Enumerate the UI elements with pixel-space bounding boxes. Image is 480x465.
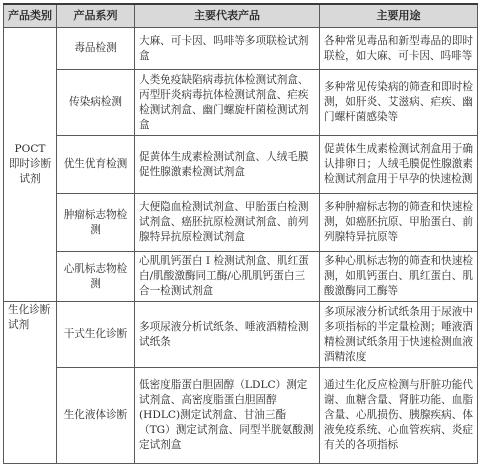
series-cell: 干式生化诊断 bbox=[57, 302, 135, 368]
products-cell: 低密度脂蛋白胆固醇（LDLC）测定试剂盒、高密度脂蛋白胆固醇(HDLC)测定试剂盒、甘油三酯（TG）测定试剂盒、同型半胱氨酸测定试剂盒 bbox=[135, 368, 320, 464]
products-cell: 大便隐血检测试剂盒、甲胎蛋白检测试剂盒、癌胚抗原检测试剂盒、前列腺特异抗原检测试剂盒 bbox=[135, 194, 320, 252]
table-row bbox=[4, 70, 478, 136]
series-cell: 毒品检测 bbox=[57, 28, 135, 70]
use-cell: 多种常见传染病的筛查和即时检测，如肝炎、艾滋病、疟疾、幽门螺杆菌感染等 bbox=[320, 70, 478, 136]
category-biochem: 生化诊断试剂 bbox=[4, 302, 57, 464]
table-row bbox=[4, 302, 478, 368]
use-cell: 通过生化反应检测与肝脏功能代谢、血糖含量、肾脏功能、血脂含量、心肌损伤、胰腺疾病、体液免疫系统、心血管疾病、炎症有关的各项指标 bbox=[320, 368, 478, 464]
table-row bbox=[4, 136, 478, 194]
use-cell: 多项尿液分析试纸条用于尿液中多项指标的半定量检测；唾液酒精检测试纸条用于快速检测血液酒精浓度 bbox=[320, 302, 478, 368]
header-category: 产品类别 bbox=[4, 4, 57, 28]
header-series: 产品系列 bbox=[57, 4, 135, 28]
table-row bbox=[4, 28, 478, 70]
series-cell: 优生优育检测 bbox=[57, 136, 135, 194]
series-cell: 肿瘤标志物检测 bbox=[57, 194, 135, 252]
products-cell: 多项尿液分析试纸条、唾液酒精检测试纸条 bbox=[135, 302, 320, 368]
products-cell: 大麻、可卡因、吗啡等多项联检试剂盒 bbox=[135, 28, 320, 70]
header-use: 主要用途 bbox=[320, 4, 478, 28]
series-cell: 生化液体诊断 bbox=[57, 368, 135, 464]
use-cell: 各种常见毒品和新型毒品的即时联检，如大麻、可卡因、吗啡等 bbox=[320, 28, 478, 70]
table-row bbox=[4, 252, 478, 302]
use-cell: 促黄体生成素检测试剂盒用于确认排卵日；人绒毛膜促性腺激素检测试剂盒用于早孕的快速检测 bbox=[320, 136, 478, 194]
products-cell: 促黄体生成素检测试剂盒、人绒毛膜促性腺激素检测试剂盒 bbox=[135, 136, 320, 194]
use-cell: 多种心肌标志物的筛查和快速检测，如肌钙蛋白、肌红蛋白、肌酸激酶同工酶等 bbox=[320, 252, 478, 302]
series-cell: 传染病检测 bbox=[57, 70, 135, 136]
table-row bbox=[4, 194, 478, 252]
product-table bbox=[3, 3, 478, 464]
header-products: 主要代表产品 bbox=[135, 4, 320, 28]
products-cell: 心肌肌钙蛋白 I 检测试剂盒、肌红蛋白/肌酸激酶同工酶/心肌肌钙蛋白三合一检测试剂盒 bbox=[135, 252, 320, 302]
category-poct: POCT 即时诊断试剂 bbox=[4, 28, 57, 302]
table-row bbox=[4, 368, 478, 464]
products-cell: 人类免疫缺陷病毒抗体检测试剂盒、丙型肝炎病毒抗体检测试剂盒、疟疾检测试剂盒、幽门螺旋杆菌检测试剂盒 bbox=[135, 70, 320, 136]
series-cell: 心肌标志物检测 bbox=[57, 252, 135, 302]
header-row bbox=[4, 4, 478, 28]
use-cell: 多种肿瘤标志物的筛查和快速检测，如癌胚抗原、甲胎蛋白、前列腺特异抗原等 bbox=[320, 194, 478, 252]
